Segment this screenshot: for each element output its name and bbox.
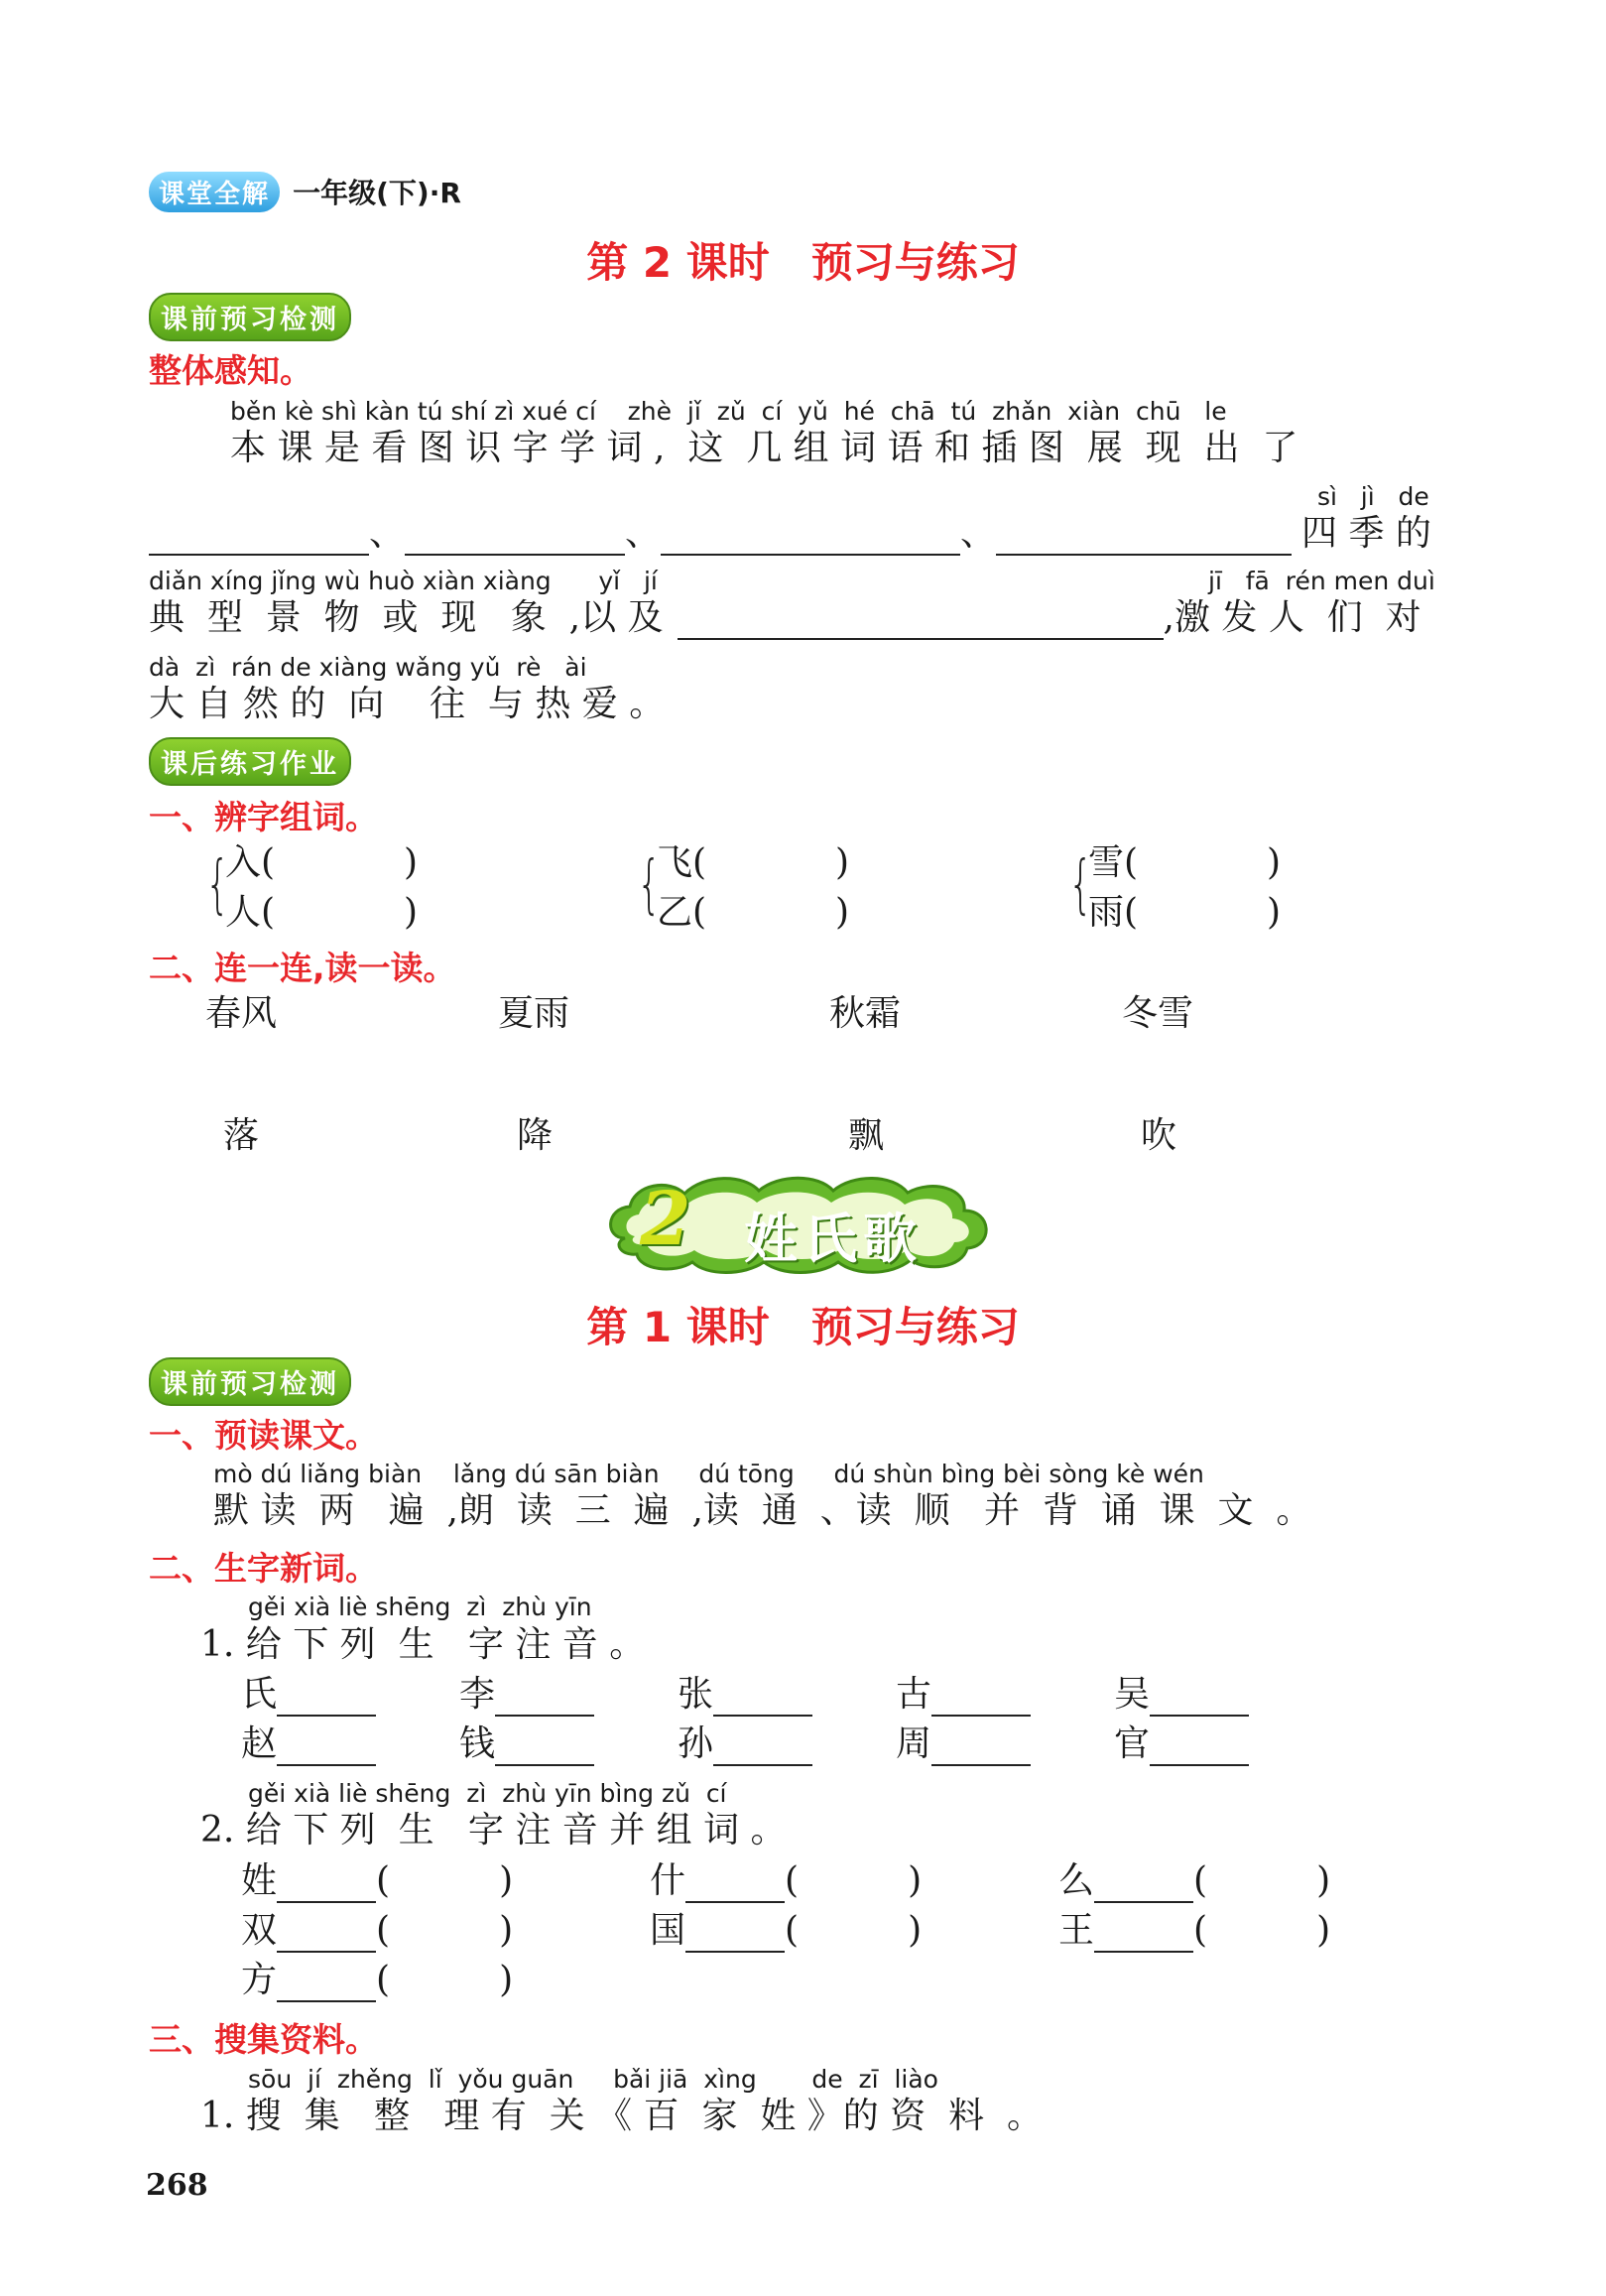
match-item[interactable]: 冬雪 bbox=[1122, 993, 1194, 1034]
char-cell: 钱 bbox=[459, 1722, 594, 1766]
char-cell: 什 ( ) bbox=[650, 1860, 923, 1901]
unit-number: 2 bbox=[640, 1177, 691, 1262]
answer-blank[interactable] bbox=[685, 1867, 785, 1903]
text-line bbox=[149, 596, 1421, 640]
char-cell: 姓 ( ) bbox=[241, 1860, 514, 1901]
char-cell: 国 ( ) bbox=[650, 1910, 923, 1951]
text-line: 1. 给 下 列 生 字 注 音 。 bbox=[200, 1624, 646, 1665]
char-group bbox=[635, 841, 863, 941]
answer-blank[interactable] bbox=[1094, 1867, 1193, 1903]
char-cell: 古 bbox=[896, 1673, 1031, 1717]
answer-blank[interactable] bbox=[931, 1730, 1031, 1766]
question-heading: 一、辨字组词。 bbox=[149, 798, 378, 836]
answer-blank[interactable] bbox=[1150, 1681, 1249, 1717]
text-segment: ,激 发 人 们 对 bbox=[1163, 597, 1421, 638]
pinyin-line: sōu jí zhěng lǐ yǒu guān bǎi jiā xìng de zī liào bbox=[248, 2065, 938, 2094]
match-item[interactable]: 吹 bbox=[1141, 1115, 1177, 1156]
homework-label: 课后练习作业 bbox=[149, 737, 351, 786]
answer-blank[interactable] bbox=[713, 1730, 812, 1766]
pinyin-line: běn kè shì kàn tú shí zì xué cí zhè jǐ zǔ cí yǔ hé chā tú zhǎn xiàn chū le bbox=[230, 397, 1227, 426]
char-cell: 王 ( ) bbox=[1058, 1910, 1331, 1951]
answer-blank[interactable] bbox=[661, 520, 960, 556]
char-row bbox=[241, 1673, 1332, 1722]
question-heading: 三、搜集资料。 bbox=[149, 2020, 378, 2059]
text-line: 默 读 两 遍 ,朗 读 三 遍 ,读 通 、读 顺 并 背 诵 课 文 。 bbox=[213, 1490, 1312, 1531]
char-cell: 么 ( ) bbox=[1058, 1860, 1331, 1901]
text-segment: 四 季 的 bbox=[1301, 513, 1431, 554]
pre-study-label: 课前预习检测 bbox=[149, 293, 351, 341]
answer-blank[interactable] bbox=[495, 1730, 594, 1766]
match-item[interactable]: 夏雨 bbox=[498, 993, 570, 1034]
pinyin-line: mò dú liǎng biàn lǎng dú sān biàn dú tōng dú shùn bìng bèi sòng kè wén bbox=[213, 1460, 1204, 1488]
blanks-line bbox=[149, 512, 1431, 556]
group-item: 雨( ) bbox=[1088, 892, 1282, 933]
question-heading: 二、连一连,读一读。 bbox=[149, 949, 456, 987]
pre-study-tag bbox=[149, 293, 351, 341]
book-badge: 课堂全解 bbox=[149, 172, 280, 212]
pinyin-line: diǎn xíng jǐng wù huò xiàn xiàng yǐ jí bbox=[149, 567, 658, 595]
separator: 、 bbox=[960, 513, 997, 554]
answer-blank[interactable] bbox=[685, 1917, 785, 1953]
answer-blank[interactable] bbox=[1094, 1917, 1193, 1953]
char-cell: 赵 bbox=[241, 1722, 376, 1766]
answer-blank[interactable] bbox=[277, 1967, 376, 2002]
brace-icon: { bbox=[637, 848, 662, 922]
char-cell: 张 bbox=[678, 1673, 812, 1717]
pinyin-line: sì jì de bbox=[1317, 482, 1429, 511]
char-cell: 吴 bbox=[1114, 1673, 1249, 1717]
char-cell: 方 ( ) bbox=[241, 1960, 514, 2000]
char-row bbox=[241, 1722, 1332, 1772]
text-line: 2. 给 下 列 生 字 注 音 并 组 词 。 bbox=[200, 1810, 787, 1850]
char-cell: 氏 bbox=[241, 1673, 376, 1717]
match-item[interactable]: 飘 bbox=[848, 1115, 885, 1156]
answer-blank[interactable] bbox=[277, 1681, 376, 1717]
char-group bbox=[203, 841, 432, 941]
answer-blank[interactable] bbox=[931, 1681, 1031, 1717]
brace-icon: { bbox=[205, 848, 230, 922]
lesson-title: 第 2 课时 预习与练习 bbox=[586, 238, 1020, 287]
pinyin-line: jī fā rén men duì bbox=[1208, 567, 1435, 595]
text-line: 大 自 然 的 向 往 与 热 爱 。 bbox=[149, 684, 666, 724]
answer-blank[interactable] bbox=[713, 1681, 812, 1717]
pre-study-tag bbox=[149, 1357, 351, 1406]
match-item[interactable]: 降 bbox=[517, 1115, 554, 1156]
char-group bbox=[1066, 841, 1295, 941]
match-item[interactable]: 落 bbox=[223, 1115, 260, 1156]
answer-blank[interactable] bbox=[149, 520, 369, 556]
char-cell: 周 bbox=[896, 1722, 1031, 1766]
question-heading: 二、生字新词。 bbox=[149, 1549, 378, 1588]
answer-blank[interactable] bbox=[277, 1730, 376, 1766]
section-heading: 整体感知。 bbox=[149, 351, 312, 390]
text-line: 本 课 是 看 图 识 字 学 词 , 这 几 组 词 语 和 插 图 展 现 出 了 bbox=[230, 428, 1298, 468]
header bbox=[149, 172, 461, 212]
group-item: 雪( ) bbox=[1088, 842, 1282, 883]
group-item: 人( ) bbox=[225, 892, 419, 933]
group-item: 乙( ) bbox=[657, 892, 850, 933]
answer-blank[interactable] bbox=[277, 1917, 376, 1953]
char-cell: 官 bbox=[1114, 1722, 1249, 1766]
match-item[interactable]: 春风 bbox=[205, 993, 278, 1034]
group-item: 入( ) bbox=[225, 842, 419, 883]
brace-icon: { bbox=[1068, 848, 1093, 922]
answer-blank[interactable] bbox=[996, 520, 1292, 556]
homework-tag bbox=[149, 737, 351, 786]
group-item: 飞( ) bbox=[657, 842, 850, 883]
page-number: 268 bbox=[146, 2168, 208, 2203]
pinyin-line: dà zì rán de xiàng wǎng yǔ rè ài bbox=[149, 653, 587, 682]
unit-name: 姓氏歌 bbox=[744, 1208, 923, 1270]
char-cell: 孙 bbox=[678, 1722, 812, 1766]
separator: 、 bbox=[369, 513, 406, 554]
char-row bbox=[241, 1859, 1382, 1909]
grade-label: 一年级(下)·R bbox=[293, 177, 461, 209]
char-cell: 李 bbox=[459, 1673, 594, 1717]
match-item[interactable]: 秋霜 bbox=[829, 993, 902, 1034]
question-heading: 一、预读课文。 bbox=[149, 1416, 378, 1455]
text-segment: 典 型 景 物 或 现 象 ,以 及 bbox=[149, 597, 664, 638]
pinyin-line: gěi xià liè shēng zì zhù yīn bìng zǔ cí bbox=[248, 1779, 727, 1808]
char-cell: 双 ( ) bbox=[241, 1910, 514, 1951]
answer-blank[interactable] bbox=[277, 1867, 376, 1903]
pre-study-label: 课前预习检测 bbox=[149, 1357, 351, 1406]
text-line: 1. 搜 集 整 理 有 关 《 百 家 姓 》的 资 料 。 bbox=[200, 2096, 1043, 2136]
answer-blank[interactable] bbox=[678, 604, 1164, 640]
answer-blank[interactable] bbox=[405, 520, 625, 556]
separator: 、 bbox=[625, 513, 662, 554]
lesson-title: 第 1 课时 预习与练习 bbox=[586, 1303, 1020, 1351]
char-row bbox=[241, 1909, 1382, 1959]
answer-blank[interactable] bbox=[1150, 1730, 1249, 1766]
unit-banner bbox=[595, 1169, 1002, 1280]
answer-blank[interactable] bbox=[495, 1681, 594, 1717]
char-row bbox=[241, 1959, 836, 2008]
pinyin-line: gěi xià liè shēng zì zhù yīn bbox=[248, 1593, 592, 1621]
